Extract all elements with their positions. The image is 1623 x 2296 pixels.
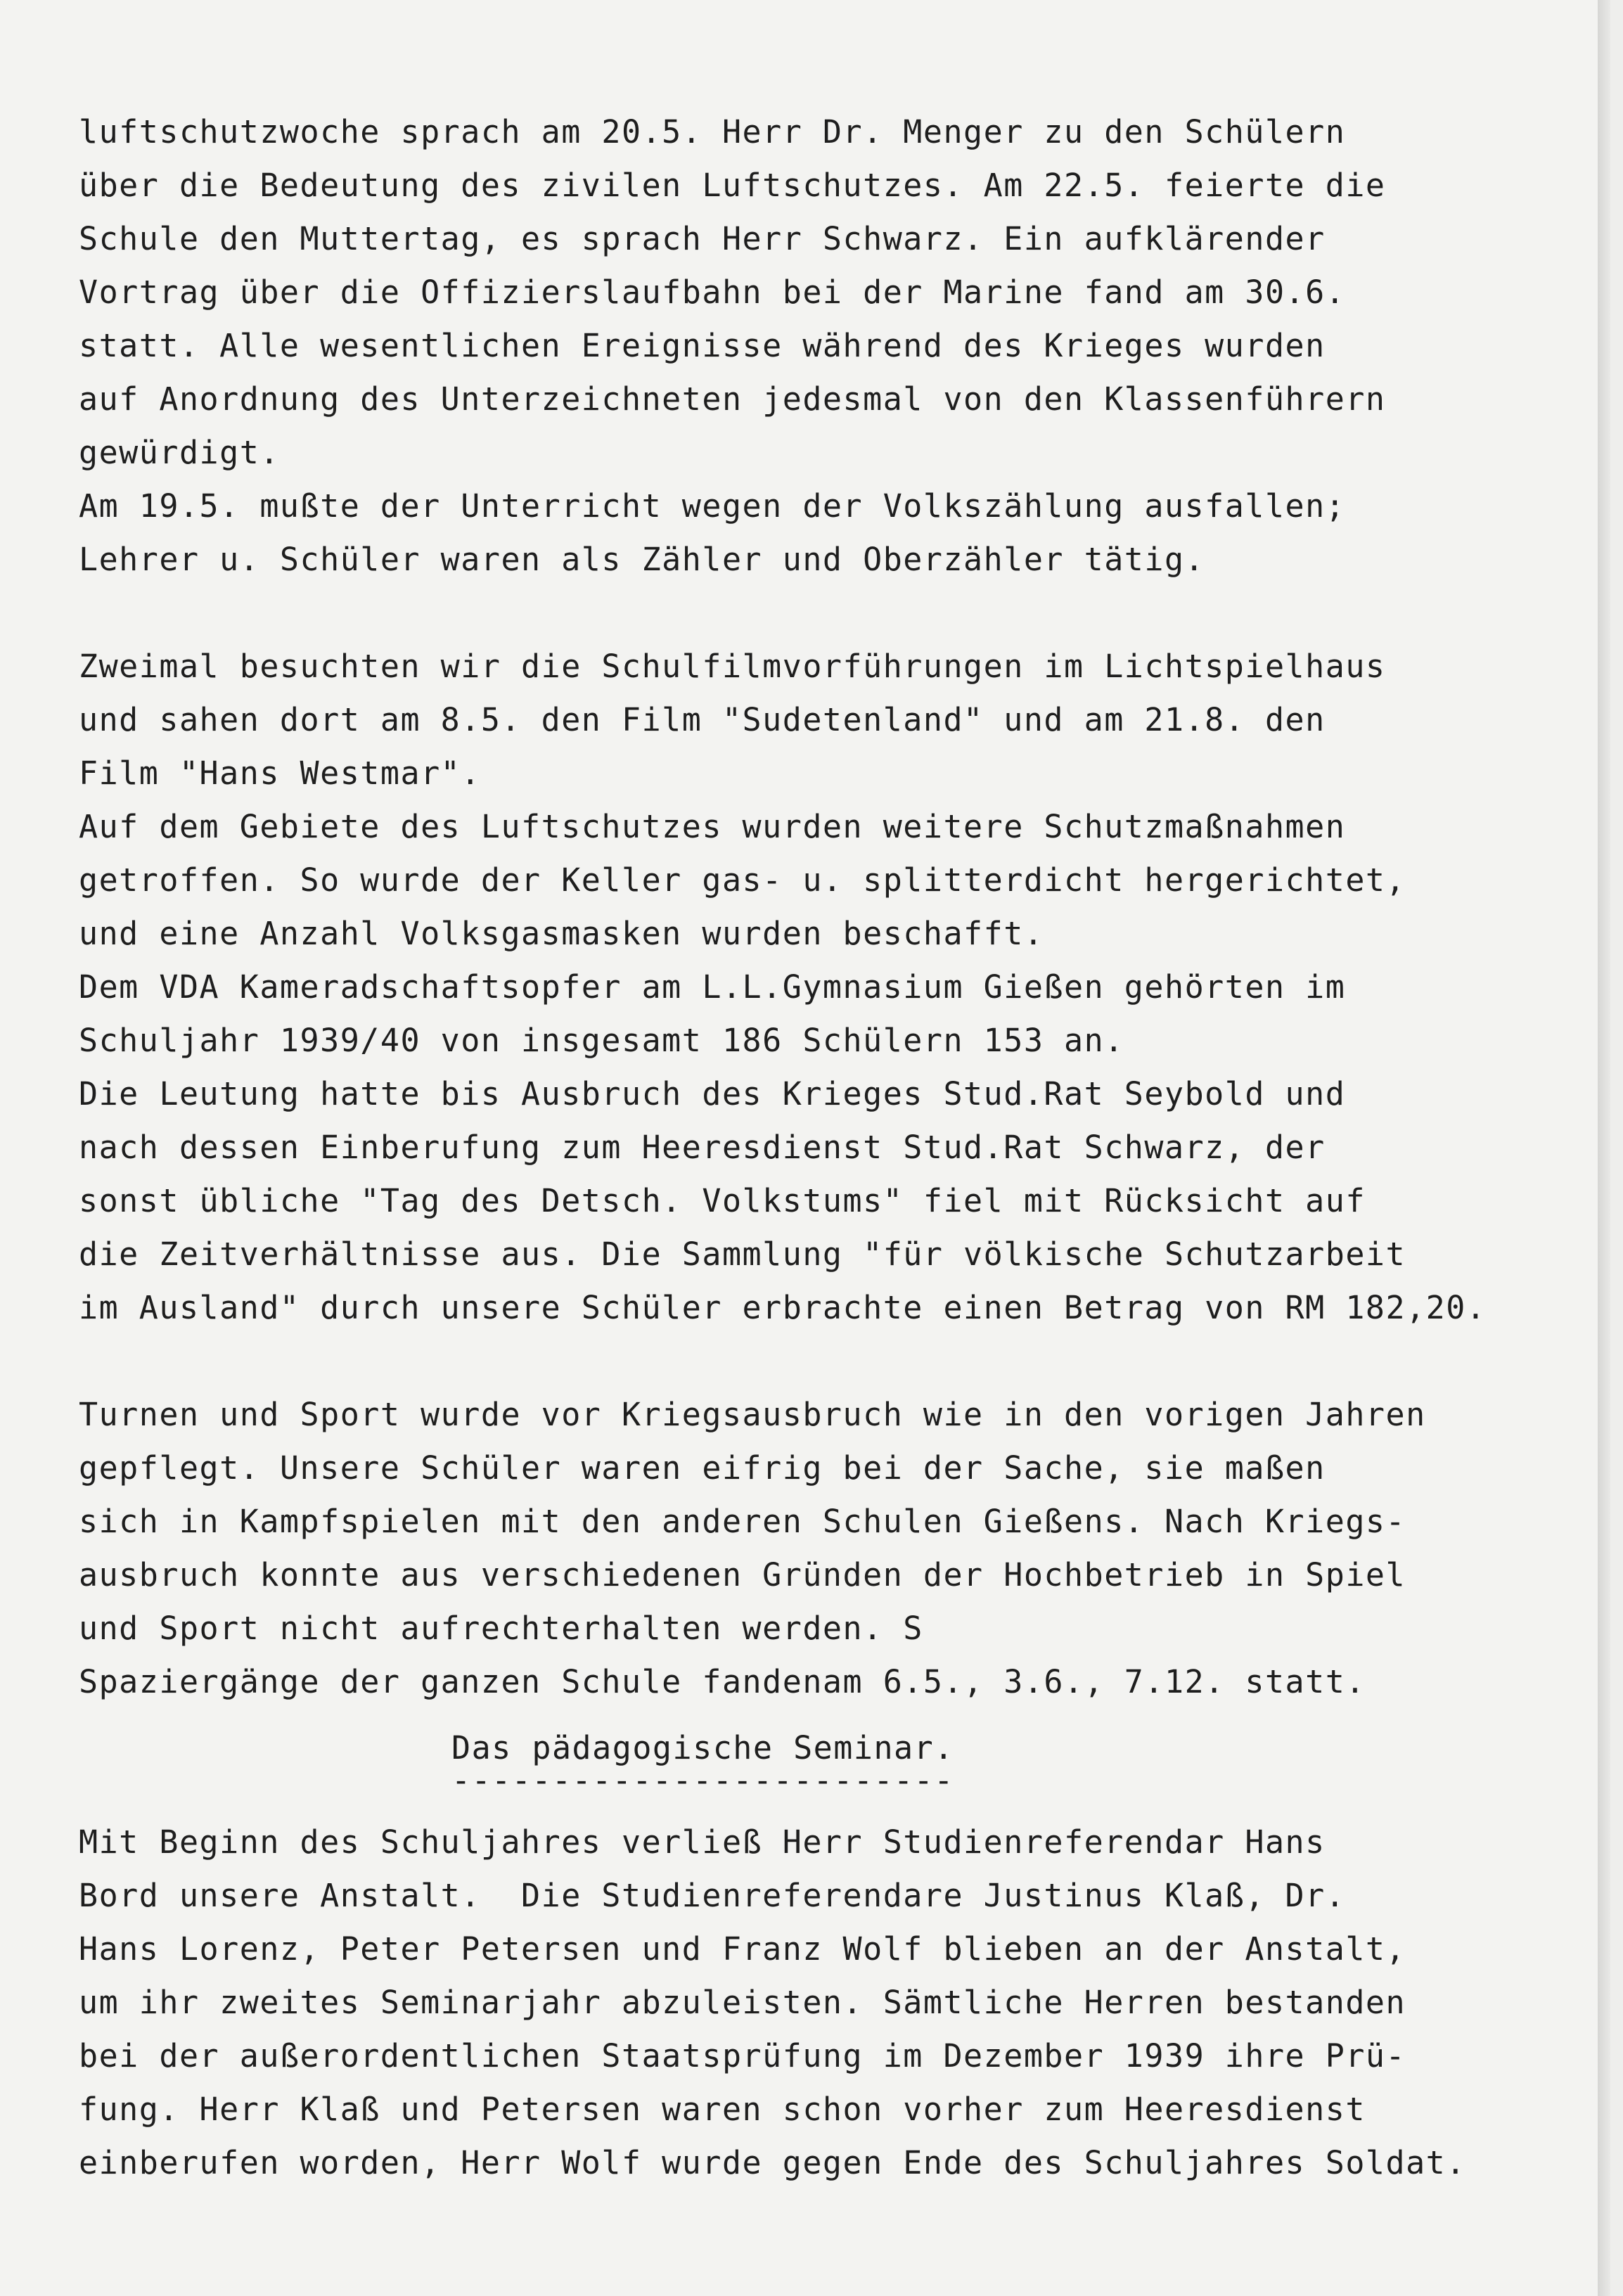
text-line: Auf dem Gebiete des Luftschutzes wurden weitere Schutzmaßnahmen [79, 808, 1346, 845]
text-line: im Ausland" durch unsere Schüler erbrachte einen Betrag von RM 182,20. [79, 1289, 1487, 1326]
paragraph-gap [79, 586, 1612, 640]
text-line: um ihr zweites Seminarjahr abzuleisten. Sämtliche Herren bestanden [79, 1984, 1406, 2021]
paragraph-sports [79, 1388, 1612, 1709]
text-line: Film "Hans Westmar". [79, 755, 481, 792]
text-line: Lehrer u. Schüler waren als Zähler und Oberzähler tätig. [79, 541, 1205, 578]
text-line: gepflegt. Unsere Schüler waren eifrig bei der Sache, sie maßen [79, 1449, 1326, 1487]
text-line: Die Leutung hatte bis Ausbruch des Krieges Stud.Rat Seybold und [79, 1075, 1346, 1112]
text-line: fung. Herr Klaß und Petersen waren schon vorher zum Heeresdienst [79, 2091, 1366, 2128]
text-line: gewürdigt. [79, 434, 280, 471]
text-line: ausbruch konnte aus verschiedenen Gründen der Hochbetrieb in Spiel [79, 1556, 1406, 1593]
text-line: Spaziergänge der ganzen Schule fandenam 6.5., 3.6., 7.12. statt. [79, 1663, 1366, 1700]
section-heading-underline: ------------------------- [451, 1762, 954, 1799]
text-line: und eine Anzahl Volksgasmasken wurden beschafft. [79, 915, 1044, 952]
text-line: Vortrag über die Offizierslaufbahn bei der Marine fand am 30.6. [79, 274, 1346, 311]
paragraph-air-defense-and-events [79, 105, 1612, 586]
text-line: und sahen dort am 8.5. den Film "Sudetenland" und am 21.8. den [79, 701, 1326, 738]
text-line: sich in Kampfspielen mit den anderen Schulen Gießens. Nach Kriegs- [79, 1503, 1406, 1540]
text-line: einberufen worden, Herr Wolf wurde gegen Ende des Schuljahres Soldat. [79, 2144, 1466, 2181]
section-heading-block [79, 1709, 1612, 1816]
text-line: getroffen. So wurde der Keller gas- u. splitterdicht hergerichtet, [79, 861, 1406, 899]
section-heading: Das pädagogische Seminar. [451, 1729, 954, 1766]
text-line: auf Anordnung des Unterzeichneten jedesmal von den Klassenführern [79, 380, 1386, 418]
text-line: und Sport nicht aufrechterhalten werden. S [79, 1610, 923, 1647]
text-line: über die Bedeutung des zivilen Luftschutzes. Am 22.5. feierte die [79, 167, 1386, 204]
document-text [79, 105, 1612, 2190]
text-line: sonst übliche "Tag des Detsch. Volkstums" fiel mit Rücksicht auf [79, 1182, 1366, 1219]
paragraph-gap [79, 1335, 1612, 1388]
text-line: Hans Lorenz, Peter Petersen und Franz Wolf blieben an der Anstalt, [79, 1930, 1406, 1968]
paragraph-films-and-vda [79, 640, 1612, 1335]
text-line: Am 19.5. mußte der Unterricht wegen der Volkszählung ausfallen; [79, 487, 1346, 525]
text-line: luftschutzwoche sprach am 20.5. Herr Dr. Menger zu den Schülern [79, 113, 1346, 150]
text-line: nach dessen Einberufung zum Heeresdienst Stud.Rat Schwarz, der [79, 1129, 1326, 1166]
paragraph-seminar [79, 1816, 1612, 2190]
text-line: Schule den Muttertag, es sprach Herr Schwarz. Ein aufklärender [79, 220, 1326, 257]
text-line: die Zeitverhältnisse aus. Die Sammlung "für völkische Schutzarbeit [79, 1236, 1406, 1273]
text-line: Mit Beginn des Schuljahres verließ Herr Studienreferendar Hans [79, 1823, 1326, 1861]
text-line: bei der außerordentlichen Staatsprüfung im Dezember 1939 ihre Prü- [79, 2037, 1406, 2074]
text-line: Zweimal besuchten wir die Schulfilmvorführungen im Lichtspielhaus [79, 648, 1386, 685]
text-line: statt. Alle wesentlichen Ereignisse während des Krieges wurden [79, 327, 1326, 364]
text-line: Schuljahr 1939/40 von insgesamt 186 Schülern 153 an. [79, 1022, 1124, 1059]
text-line: Dem VDA Kameradschaftsopfer am L.L.Gymnasium Gießen gehörten im [79, 968, 1346, 1006]
text-line: Bord unsere Anstalt. Die Studienreferendare Justinus Klaß, Dr. [79, 1877, 1346, 1914]
text-line: Turnen und Sport wurde vor Kriegsausbruch wie in den vorigen Jahren [79, 1396, 1426, 1433]
